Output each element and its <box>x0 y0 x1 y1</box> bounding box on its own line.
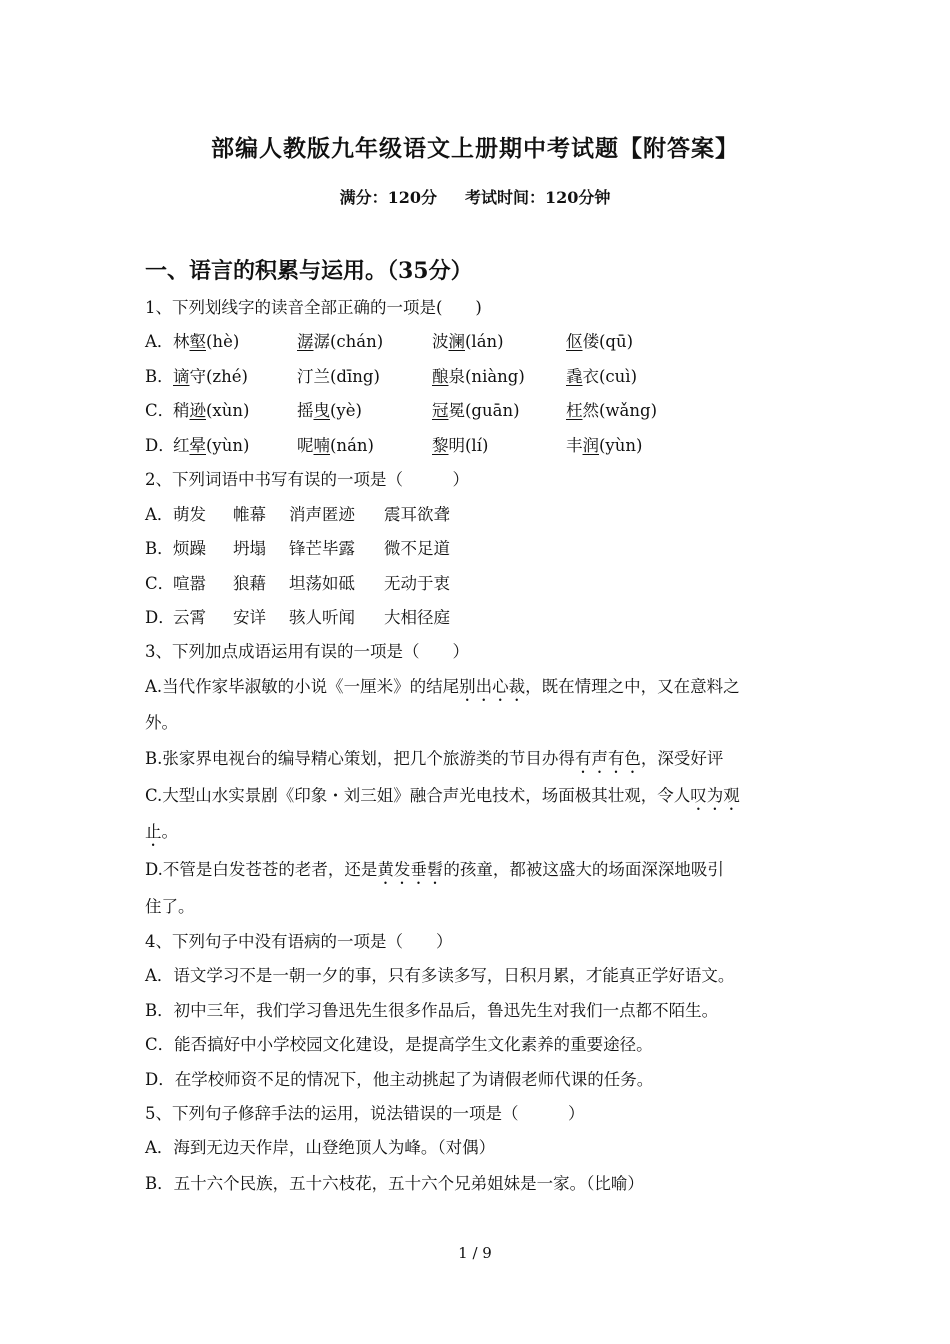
q3-option-b: B.张家界电视台的编导精心策划，把几个旅游类的节目办得有声有色，深受好评 <box>145 749 724 768</box>
word: 帷幕 <box>233 505 266 524</box>
exam-time: 考试时间：120分钟 <box>465 188 611 207</box>
exam-info <box>0 185 950 208</box>
q4-option-d: D．在学校师资不足的情况下，他主动挑起了为请假老师代课的任务。 <box>145 1070 654 1089</box>
option-label: B． <box>145 367 174 386</box>
word: 狼藉 <box>233 574 266 593</box>
q5-option-b: B．五十六个民族，五十六枝花，五十六个兄弟姐妹是一家。（比喻） <box>145 1174 644 1193</box>
word: 喧嚣 <box>173 574 206 593</box>
word: 无动于衷 <box>384 574 450 593</box>
q1-stem: 1、下列划线字的读音全部正确的一项是( ) <box>145 298 482 317</box>
q3-option-c-cont: 止。 <box>145 822 178 841</box>
word: 云霄 <box>173 608 206 627</box>
q3-option-a: A.当代作家毕淑敏的小说《一厘米》的结尾别出心裁，既在情理之中，又在意料之 <box>145 677 740 696</box>
q2-stem: 2、下列词语中书写有误的一项是（ ） <box>145 470 469 489</box>
q4-stem: 4、下列句子中没有语病的一项是（ ） <box>145 932 453 951</box>
dotted-idiom: 止 <box>145 822 162 841</box>
dotted-idiom: 别出心裁 <box>459 677 526 696</box>
word: 坍塌 <box>233 539 266 558</box>
q1-a-word3: 波澜(lán) <box>432 332 504 351</box>
q1-c-word1: 稍逊(xùn) <box>173 401 250 420</box>
option-label: C． <box>145 401 175 420</box>
option-label: B． <box>145 539 174 558</box>
q3-option-d-cont: 住了。 <box>145 897 195 916</box>
q1-a-word2: 潺潺(chán) <box>297 332 384 351</box>
q1-d-word1: 红晕(yùn) <box>173 436 250 455</box>
q4-option-c: C．能否搞好中小学校园文化建设，是提高学生文化素养的重要途径。 <box>145 1035 653 1054</box>
q1-d-word4: 丰润(yùn) <box>566 436 643 455</box>
q3-stem: 3、下列加点成语运用有误的一项是（ ） <box>145 642 469 661</box>
q1-b-word3: 酿泉(niàng) <box>432 367 525 386</box>
q1-b-word4: 毳衣(cuì) <box>566 367 638 386</box>
option-label: A． <box>145 505 174 524</box>
word: 安详 <box>233 608 266 627</box>
page-title: 部编人教版九年级语文上册期中考试题【附答案】 <box>211 135 739 162</box>
q5-stem: 5、下列句子修辞手法的运用，说法错误的一项是（ ） <box>145 1104 585 1123</box>
q1-b-word2: 汀兰(dīng) <box>297 367 380 386</box>
q1-c-word3: 冠冕(guān) <box>432 401 520 420</box>
q5-option-a: A．海到无边天作岸，山登绝顶人为峰。（对偶） <box>145 1138 496 1157</box>
page-number: 1 / 9 <box>458 1244 492 1262</box>
q3-option-a-cont: 外。 <box>145 713 178 732</box>
option-label: A． <box>145 332 174 351</box>
section-heading: 一、语言的积累与运用。（35分） <box>145 258 473 284</box>
word: 震耳欲聋 <box>384 505 450 524</box>
dotted-idiom: 有声有色 <box>574 749 641 768</box>
option-label: D． <box>145 436 175 455</box>
word: 微不足道 <box>384 539 450 558</box>
dotted-idiom: 叹为观 <box>690 786 740 805</box>
word: 大相径庭 <box>384 608 450 627</box>
option-label: C． <box>145 574 175 593</box>
q4-option-a: A．语文学习不是一朝一夕的事，只有多读多写，日积月累，才能真正学好语文。 <box>145 966 735 985</box>
q4-option-b: B．初中三年，我们学习鲁迅先生很多作品后，鲁迅先生对我们一点都不陌生。 <box>145 1001 719 1020</box>
word: 坦荡如砥 <box>289 574 355 593</box>
word: 烦躁 <box>173 539 206 558</box>
word: 萌发 <box>173 505 206 524</box>
word: 骇人听闻 <box>289 608 355 627</box>
word: 消声匿迹 <box>289 505 355 524</box>
q1-b-word1: 谪守(zhé) <box>173 367 248 386</box>
q3-option-c: C.大型山水实景剧《印象・刘三姐》融合声光电技术，场面极其壮观，令人叹为观 <box>145 786 740 805</box>
q1-d-word2: 呢喃(nán) <box>297 436 374 455</box>
dotted-idiom: 黄发垂髫 <box>377 860 444 879</box>
q1-a-word4: 伛偻(qū) <box>566 332 634 351</box>
q1-c-word4: 枉然(wǎng) <box>566 401 658 420</box>
word: 锋芒毕露 <box>289 539 355 558</box>
full-score: 满分：120分 <box>339 188 437 207</box>
q1-c-word2: 摇曳(yè) <box>297 401 362 420</box>
q3-option-d: D.不管是白发苍苍的老者，还是黄发垂髫的孩童，都被这盛大的场面深深地吸引 <box>145 860 724 879</box>
option-label: D． <box>145 608 175 627</box>
q1-d-word3: 黎明(lí) <box>432 436 489 455</box>
q1-a-word1: 林壑(hè) <box>173 332 240 351</box>
